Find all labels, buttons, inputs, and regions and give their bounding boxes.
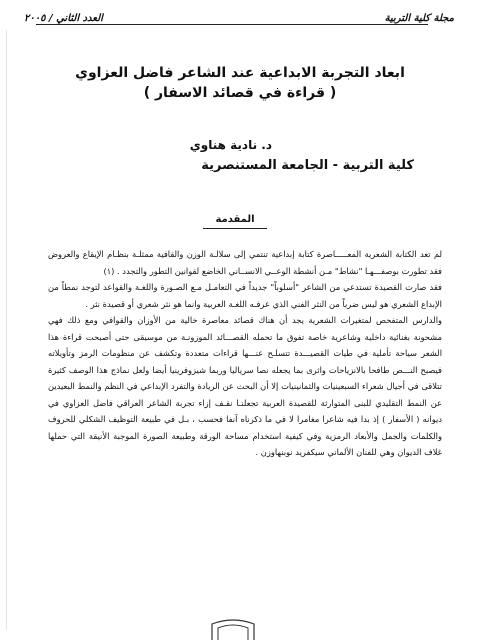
paper-title: ابعاد التجربة الابداعية عند الشاعر فاضل العزاوي [75,65,405,81]
scan-edge-shadow [6,30,7,630]
header-issue: العدد الثاني / ٢٠٠٥ [24,12,103,24]
body-paragraph: والدارس المتفحص لمتغيرات الشعرية يجد أن هناك قصائد معاصرة خالية من الأوزان والقوافي ومع ذلك فهي مشحونة بغنائية داخلية وشاعرية خاصة تفوق ما تحمله القصـــائد الموزونـة من موسيقى حتى أصبحت قراءة هذا الشعر سياحة تأملية في طيات القصيـــدة تتسلـح عنـــها قراءات متعددة وتكشف عن منظومات الرمز وتأويلاته فيصبح النـــص طافحا بالانزياحات واثرى بما يجعله نصا سرياليا وربما شيزوفرينيا أيضا ولعل نماذج هذا الوصف كثيرة تتلاقى في أجيال شعراء السبعينيات والثمانينيات إلا أن البحث عن الريادة والتفرد الإبداعي في النظم والنمط البعيدين عن النمط التقليدي للبنى المتوارثة للقصيدة العربية تجعلنـا نقـف إزاء تجربة الشاعر العراقي فاضل العزاوي في ديوانه ( الأسفار ) إذ بدا فيه شاعرا مغامرا لا في ما ذكرناه آنفا فحسب ، بـل في طبيعة التوظيف الشكلي للحروف والكلمات والجمل والأبعاد الرمزية وفي كيفية استخدام مساحة الورقة وطبيعة الصورة الموجبة الأنيقة التي حملها غلاف الديوان وهي للفنان الألماني سيكفريد نوبنهاوزن . [48,315,442,457]
header-rule [36,24,428,25]
body-text [48,246,442,461]
author-name: د. نادية هناوي [189,138,272,152]
body-paragraph: فقد صارت القصيدة تستدعي من الشاعر "أسلوباً" جديداً في التعامـل مـع الصـورة واللغـة والقواعد لتوجد نمطاً من الإبداع الشعري هو ليس ضرباً من النثر الفني الذي عرفـه اللغـة العربية وانما هو نثر شعري أو قصيدة نثر . [48,282,442,309]
page-number-mark [208,618,258,640]
paper-subtitle: ( قراءة في قصائد الاسفار ) [143,85,337,101]
author-affiliation: كلية التربية - الجامعة المستنصرية [201,158,414,173]
section-heading: المقدمة [215,214,255,225]
body-paragraph: لم تعد الكتابة الشعرية المعـــــاصرة كتابة إبداعية تنتمي إلى سلالـة الوزن والقافية ممثلـة بنظـام الإيقاع والعروض فقد تطورت بوصفـــهـا "نشاط" مـن أنشطة الوعــي الانســاني الخاضع لقوانين التطور والتجدد . (١) [48,249,442,276]
header-journal: مجلة كلية التربية [384,12,454,24]
section-heading-underline [203,228,267,229]
